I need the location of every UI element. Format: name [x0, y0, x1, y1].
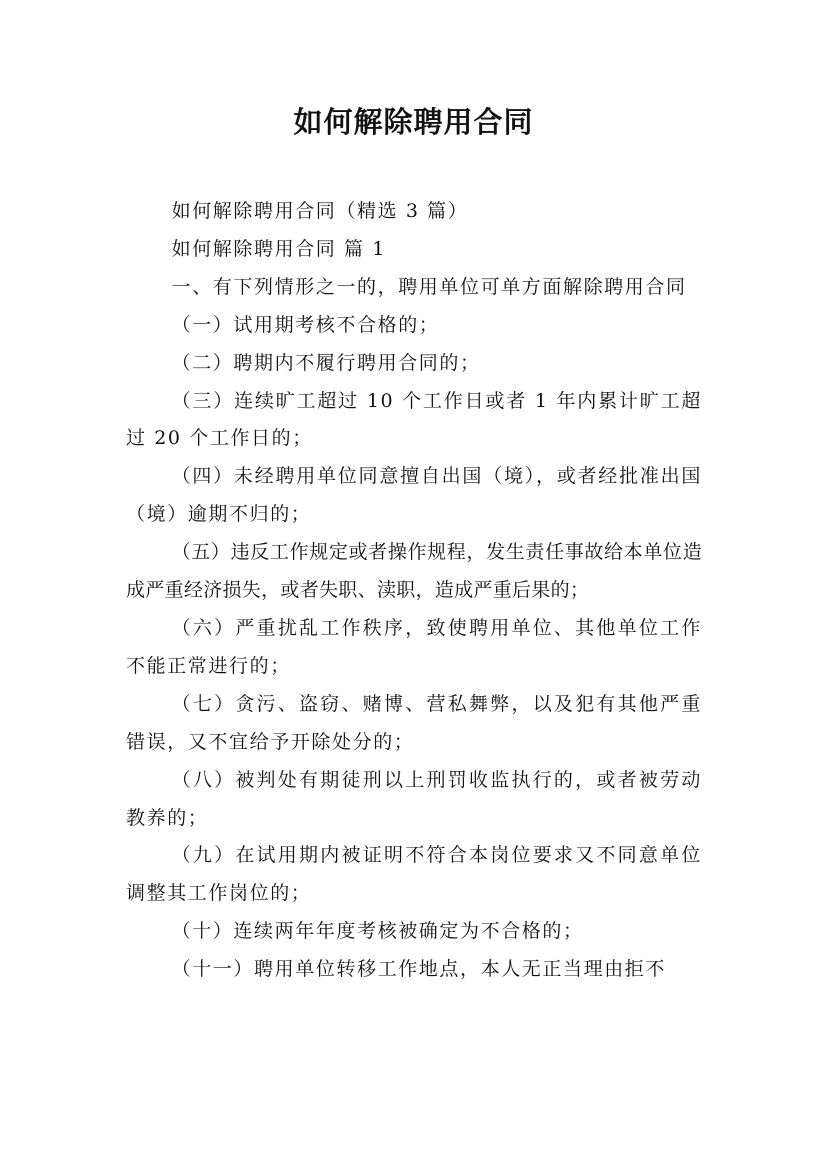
- paragraph-item-7: （七）贪污、盗窃、赌博、营私舞弊，以及犯有其他严重错误，又不宜给予开除处分的；: [126, 692, 702, 753]
- paragraph-heading-part-1: 如何解除聘用合同 篇 1: [171, 237, 386, 260]
- paragraph-item-10: （十）连续两年年度考核被确定为不合格的；: [171, 920, 584, 943]
- paragraph-item-4: （四）未经聘用单位同意擅自出国（境），或者经批准出国（境）逾期不归的；: [126, 465, 702, 526]
- paragraph-item-11: （十一）聘用单位转移工作地点，本人无正当理由拒不: [171, 958, 666, 981]
- paragraph-item-6: （六）严重扰乱工作秩序，致使聘用单位、其他单位工作不能正常进行的；: [126, 616, 702, 677]
- paragraph-item-5: （五）违反工作规定或者操作规程，发生责任事故给本单位造成严重经济损失，或者失职、渎职，造成严重后果的；: [126, 541, 702, 602]
- paragraph-item-3: （三）连续旷工超过 10 个工作日或者 1 年内累计旷工超过 20 个工作日的；: [126, 389, 702, 450]
- paragraph-item-1: （一）试用期考核不合格的；: [171, 313, 440, 336]
- paragraph-item-9: （九）在试用期内被证明不符合本岗位要求又不同意单位调整其工作岗位的；: [126, 844, 702, 905]
- paragraph-section-1: 一、有下列情形之一的，聘用单位可单方面解除聘用合同: [171, 275, 687, 298]
- paragraph-intro: 如何解除聘用合同（精选 3 篇）: [171, 200, 469, 222]
- paragraph-item-8: （八）被判处有期徒刑以上刑罚收监执行的，或者被劳动教养的；: [126, 768, 702, 829]
- document-title: 如何解除聘用合同: [293, 105, 534, 139]
- document-body: [126, 193, 702, 989]
- paragraph-item-2: （二）聘期内不履行聘用合同的；: [171, 351, 481, 374]
